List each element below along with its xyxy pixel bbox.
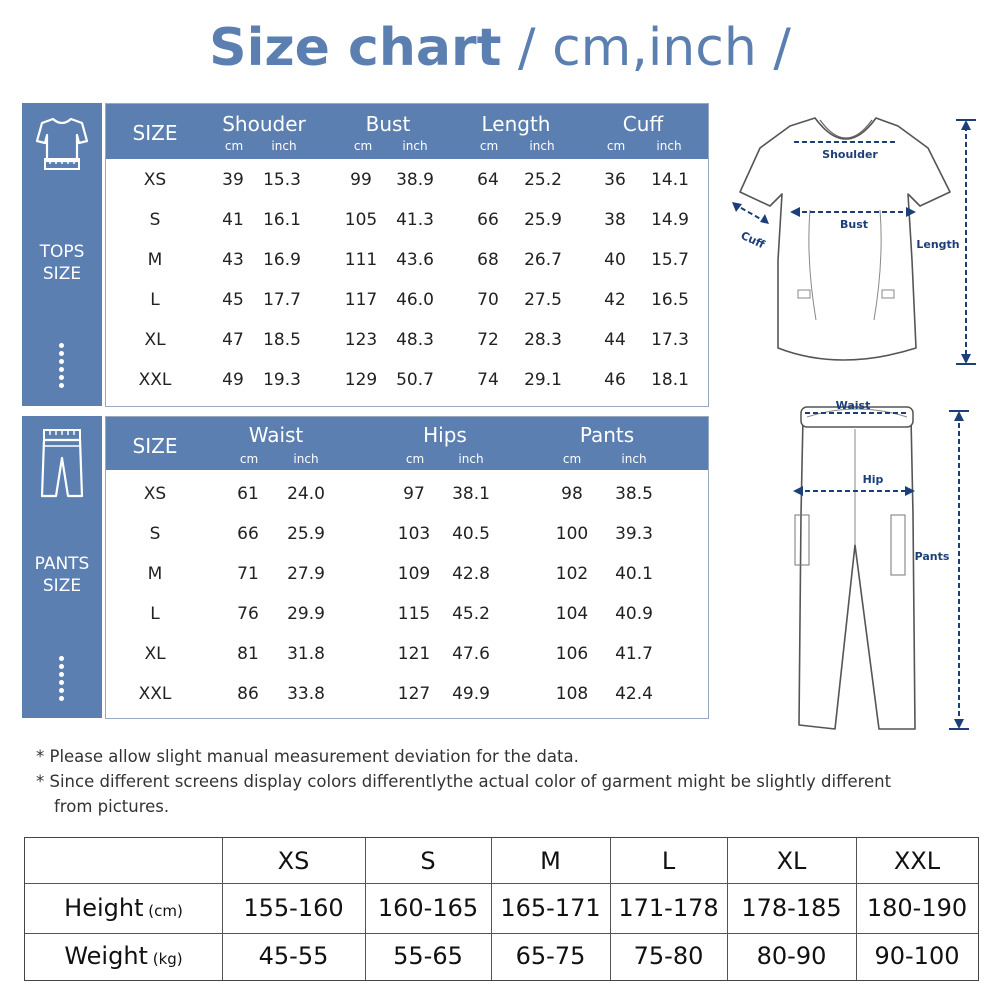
tops-size-table (105, 103, 709, 407)
tops-cell: 72 (477, 330, 499, 350)
tops-table-header (106, 104, 708, 159)
table-value: 75-80 (633, 942, 704, 970)
pants-cell: 31.8 (287, 644, 325, 664)
pants-row-size: XL (144, 644, 166, 664)
tops-col-shoulder-inch: inch (271, 139, 297, 153)
pants-row-size: XS (143, 484, 167, 504)
tops-side-label-line2: SIZE (42, 264, 82, 284)
tops-cell: 40 (604, 250, 626, 270)
pants-col-pants-inch: inch (621, 452, 647, 466)
pants-icon (38, 428, 86, 500)
tops-cell: 123 (344, 330, 378, 350)
table-value: 165-171 (500, 894, 601, 922)
tops-side-label-line1: TOPS (39, 242, 85, 262)
tops-cell: 36 (604, 170, 626, 190)
tops-cell: 38 (604, 210, 626, 230)
height-weight-table (24, 837, 979, 981)
tops-sidebar (22, 103, 102, 406)
tops-cell: 129 (344, 370, 378, 390)
size-column-header: XL (776, 847, 807, 875)
pants-cell: 81 (237, 644, 259, 664)
pants-cell: 66 (237, 524, 259, 544)
tops-cell: 39 (222, 170, 244, 190)
pants-cell: 42.8 (452, 564, 490, 584)
pants-cell: 41.7 (615, 644, 653, 664)
pants-cell: 71 (237, 564, 259, 584)
waist-label: Waist (835, 399, 871, 412)
table-value: 80-90 (756, 942, 827, 970)
tops-dots (59, 343, 65, 391)
pants-size-table (105, 416, 709, 719)
tops-cell: 49 (222, 370, 244, 390)
tops-cell: 66 (477, 210, 499, 230)
pants-cell: 104 (555, 604, 589, 624)
tops-cell: 47 (222, 330, 244, 350)
pants-cell: 121 (397, 644, 431, 664)
tops-cell: 16.1 (263, 210, 301, 230)
pants-cell: 76 (237, 604, 259, 624)
table-value: 55-65 (393, 942, 463, 970)
tops-col-cuff: Cuff (622, 112, 664, 136)
tops-cell: 19.3 (263, 370, 301, 390)
tops-col-length: Length (481, 112, 551, 136)
tops-cell: 26.7 (524, 250, 562, 270)
tops-cell: 43.6 (396, 250, 434, 270)
note-colors: * Since different screens display colors differentlythe actual color of garment might be slightly different (36, 772, 892, 791)
pants-cell: 25.9 (287, 524, 325, 544)
pants-cell: 39.3 (615, 524, 653, 544)
tops-cell: 111 (344, 250, 378, 270)
pants-cell: 97 (403, 484, 425, 504)
tops-col-cuff-inch: inch (656, 139, 682, 153)
pants-table-header (106, 417, 708, 470)
tops-cell: 50.7 (396, 370, 434, 390)
tops-cell: 99 (350, 170, 372, 190)
tops-cell: 14.1 (651, 170, 689, 190)
pants-cell: 42.4 (615, 684, 653, 704)
table-value: 155-160 (243, 894, 344, 922)
pants-row-size: L (150, 604, 160, 624)
size-column-header: XXL (893, 847, 941, 875)
pants-cell: 109 (397, 564, 431, 584)
title-units: / cm,inch / (501, 18, 791, 78)
page-title (0, 14, 1000, 82)
pants-measurement-diagram (775, 395, 990, 740)
tops-col-bust: Bust (365, 112, 411, 136)
pants-cell: 49.9 (452, 684, 490, 704)
tops-col-cuff-cm: cm (606, 139, 626, 153)
tops-cell: 15.7 (651, 250, 689, 270)
pants-col-waist-cm: cm (239, 452, 259, 466)
pants-cell: 106 (555, 644, 589, 664)
pants-cell: 45.2 (452, 604, 490, 624)
pants-dots (59, 656, 65, 704)
pants-sidebar (22, 416, 102, 718)
pants-col-pants-cm: cm (562, 452, 582, 466)
table-value: 178-185 (741, 894, 842, 922)
row-label-text: Height (64, 894, 144, 922)
pants-cell: 100 (555, 524, 589, 544)
pants-row-size: XXL (138, 684, 172, 704)
tops-row-size: S (149, 210, 161, 230)
note-colors-cont: from pictures. (54, 797, 170, 816)
pants-cell: 115 (397, 604, 431, 624)
tops-cell: 117 (344, 290, 378, 310)
table-value: 90-100 (874, 942, 960, 970)
tops-cell: 38.9 (396, 170, 434, 190)
tops-col-bust-inch: inch (402, 139, 428, 153)
pants-cell: 40.5 (452, 524, 490, 544)
tops-cell: 18.5 (263, 330, 301, 350)
pants-col-hips-cm: cm (405, 452, 425, 466)
pants-cell: 127 (397, 684, 431, 704)
table-value: 180-190 (866, 894, 968, 922)
row-label-text: Weight (64, 942, 148, 970)
pants-cell: 38.5 (615, 484, 653, 504)
tops-cell: 29.1 (524, 370, 562, 390)
tops-cell: 25.9 (524, 210, 562, 230)
tops-col-bust-cm: cm (353, 139, 373, 153)
table-value: 171-178 (618, 894, 719, 922)
pants-side-label-line2: SIZE (42, 576, 82, 596)
tops-cell: 64 (477, 170, 499, 190)
size-column-header: L (661, 847, 676, 875)
pants-cell: 86 (237, 684, 259, 704)
tops-cell: 45 (222, 290, 244, 310)
tops-row-size: M (147, 250, 163, 270)
tops-cell: 46 (604, 370, 626, 390)
pants-size-header: SIZE (132, 434, 178, 458)
tops-size-header: SIZE (132, 121, 178, 145)
pants-cell: 29.9 (287, 604, 325, 624)
tops-row-size: XS (143, 170, 167, 190)
tops-cell: 27.5 (524, 290, 562, 310)
top-measurement-diagram (720, 100, 990, 380)
tops-cell: 17.7 (263, 290, 301, 310)
pants-col-hips: Hips (423, 423, 467, 447)
table-value: 160-165 (377, 894, 479, 922)
pants-row-size: M (147, 564, 163, 584)
tops-cell: 28.3 (524, 330, 562, 350)
pants-cell: 108 (555, 684, 589, 704)
bust-label: Bust (839, 218, 869, 231)
pants-col-pants: Pants (579, 423, 635, 447)
tops-row-size: L (150, 290, 160, 310)
pants-col-waist: Waist (248, 423, 304, 447)
pants-cell: 102 (555, 564, 589, 584)
pants-garment-outline (799, 417, 915, 729)
length-label: Length (916, 238, 960, 251)
tops-cell: 48.3 (396, 330, 434, 350)
pants-cell: 33.8 (287, 684, 325, 704)
tops-cell: 46.0 (396, 290, 434, 310)
hip-label: Hip (862, 473, 884, 486)
pants-side-label-line1: PANTS (34, 554, 90, 574)
pants-cell: 47.6 (452, 644, 490, 664)
pants-cell: 40.1 (615, 564, 653, 584)
tops-cell: 44 (604, 330, 626, 350)
tops-col-shoulder: Shouder (222, 112, 306, 136)
pants-cell: 24.0 (287, 484, 325, 504)
tops-cell: 16.5 (651, 290, 689, 310)
pants-cell: 103 (397, 524, 431, 544)
pants-row-size: S (149, 524, 161, 544)
pants-label: Pants (914, 550, 950, 563)
tops-row-size: XL (144, 330, 166, 350)
tops-cell: 18.1 (651, 370, 689, 390)
tops-col-shoulder-cm: cm (224, 139, 244, 153)
tops-cell: 70 (477, 290, 499, 310)
tops-col-length-cm: cm (479, 139, 499, 153)
tops-cell: 25.2 (524, 170, 562, 190)
row-label-unit: (kg) (147, 950, 183, 968)
tops-col-length-inch: inch (529, 139, 555, 153)
table-value: 65-75 (515, 942, 586, 970)
size-column-header: M (540, 847, 561, 875)
pants-col-waist-inch: inch (293, 452, 319, 466)
row-label-unit: (cm) (143, 902, 183, 920)
pants-cell: 61 (237, 484, 259, 504)
cuff-label: Cuff (738, 228, 767, 252)
shirt-icon (34, 113, 90, 177)
row-label (25, 933, 222, 980)
tops-cell: 105 (344, 210, 378, 230)
tops-cell: 16.9 (263, 250, 301, 270)
tops-cell: 15.3 (263, 170, 301, 190)
tops-cell: 74 (477, 370, 499, 390)
tops-row-size: XXL (138, 370, 172, 390)
note-measurement: * Please allow slight manual measurement deviation for the data. (36, 747, 579, 766)
tops-cell: 68 (477, 250, 499, 270)
row-label (25, 883, 222, 933)
tops-cell: 42 (604, 290, 626, 310)
tops-cell: 41.3 (396, 210, 434, 230)
tops-cell: 17.3 (651, 330, 689, 350)
tops-cell: 43 (222, 250, 244, 270)
pants-cell: 38.1 (452, 484, 490, 504)
pants-cell: 40.9 (615, 604, 653, 624)
title-main: Size chart (209, 18, 502, 78)
tops-cell: 14.9 (651, 210, 689, 230)
shoulder-label: Shoulder (822, 148, 878, 161)
tops-cell: 41 (222, 210, 244, 230)
table-value: 45-55 (258, 942, 329, 970)
pants-cell: 98 (561, 484, 583, 504)
pants-col-hips-inch: inch (458, 452, 484, 466)
pants-cell: 27.9 (287, 564, 325, 584)
size-column-header: S (420, 847, 436, 875)
size-column-header: XS (277, 847, 310, 875)
